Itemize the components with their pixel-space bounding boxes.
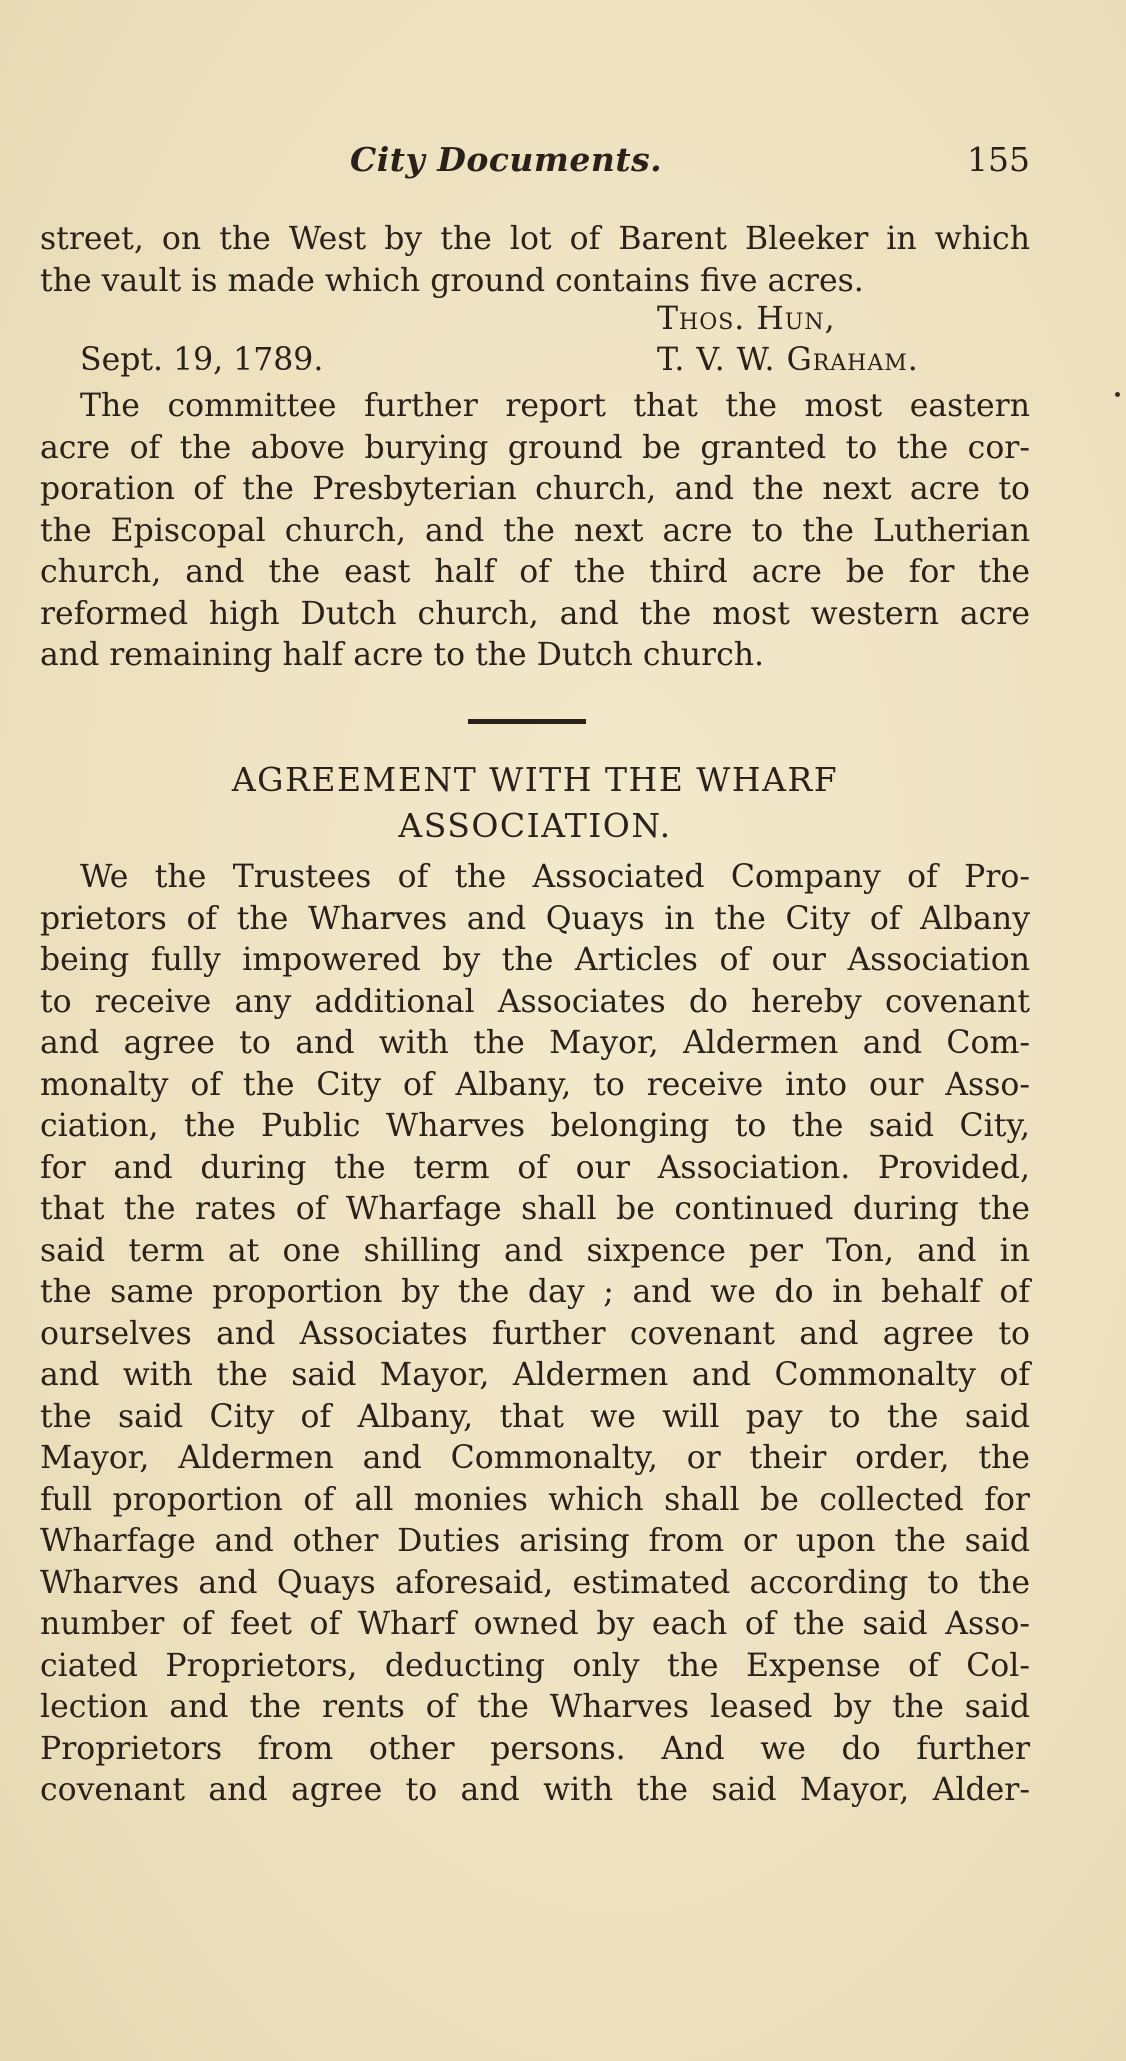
text-line: poration of the Presbyterian church, and the next acre to — [40, 471, 1030, 507]
text-line: the said City of Albany, that we will pay to the said — [40, 1398, 1030, 1435]
text-line: We the Trustees of the Associated Company of Pro- — [80, 859, 1030, 895]
text-line: the Episcopal church, and the next acre to the Lutherian — [40, 512, 1030, 549]
text-line: that the rates of Wharfage shall be continued during the — [40, 1191, 1030, 1227]
signature-date: Sept. 19, 1789. — [80, 342, 324, 378]
text-line: prietors of the Wharves and Quays in the City of Albany — [40, 900, 1030, 937]
text-line: reformed high Dutch church, and the most western acre — [40, 595, 1030, 632]
text-line: and remaining half acre to the Dutch church. — [40, 637, 765, 673]
text-line: covenant and agree to and with the said Mayor, Alder- — [40, 1772, 1030, 1808]
text-line: acre of the above burying ground be granted to the cor- — [40, 429, 1030, 466]
text-line: lection and the rents of the Wharves leased by the said — [40, 1689, 1030, 1725]
page-number: 155 — [967, 140, 1030, 179]
text-line: and with the said Mayor, Aldermen and Commonalty of — [40, 1357, 1030, 1393]
signature-row-1 — [40, 301, 1030, 343]
text-line: street, on the West by the lot of Barent Bleeker in which — [40, 221, 1030, 257]
text-line: Wharves and Quays aforesaid, estimated according to the — [40, 1564, 1030, 1601]
text-line: to receive any additional Associates do hereby covenant — [40, 983, 1030, 1020]
text-line: for and during the term of our Association. Provided, — [40, 1149, 1030, 1186]
text-line: the vault is made which ground contains five acres. — [40, 262, 864, 299]
signer-name: T. V. W. Graham. — [657, 342, 919, 378]
text-line: being fully impowered by the Articles of our Association — [40, 942, 1030, 978]
text-line: the same proportion by the day ; and we do in behalf of — [40, 1274, 1030, 1310]
text-line: full proportion of all monies which shall be collected for — [40, 1481, 1030, 1518]
section-heading-line-2: ASSOCIATION. — [398, 806, 672, 845]
text-line: monalty of the City of Albany, to receive into our Asso- — [40, 1066, 1030, 1103]
running-title: City Documents. — [350, 140, 663, 179]
text-line: and agree to and with the Mayor, Aldermen and Com- — [40, 1025, 1030, 1061]
committee-paragraph — [40, 386, 1030, 677]
text-line: number of feet of Wharf owned by each of the said Asso- — [40, 1606, 1030, 1642]
top-paragraph — [40, 219, 1030, 302]
signer-name: Thos. Hun, — [657, 301, 836, 337]
text-line: Wharfage and other Duties arising from or upon the said — [40, 1523, 1030, 1559]
section-heading-line-1: AGREEMENT WITH THE WHARF — [231, 760, 839, 799]
text-line: Mayor, Aldermen and Commonalty, or their order, the — [40, 1440, 1030, 1476]
text-line: ciated Proprietors, deducting only the Expense of Col- — [40, 1647, 1030, 1684]
text-line: Proprietors from other persons. And we do further — [40, 1730, 1030, 1767]
section-divider — [468, 719, 586, 724]
text-line: ciation, the Public Wharves belonging to the said City, — [40, 1108, 1030, 1144]
agreement-paragraph — [40, 857, 1030, 1812]
running-header — [40, 140, 1030, 186]
text-line: church, and the east half of the third acre be for the — [40, 554, 1030, 590]
text-line: The committee further report that the most eastern — [80, 388, 1030, 424]
margin-speck — [1115, 392, 1120, 397]
text-line: said term at one shilling and sixpence per Ton, and in — [40, 1232, 1030, 1269]
signature-row-2 — [40, 342, 1030, 384]
text-line: ourselves and Associates further covenant and agree to — [40, 1315, 1030, 1352]
